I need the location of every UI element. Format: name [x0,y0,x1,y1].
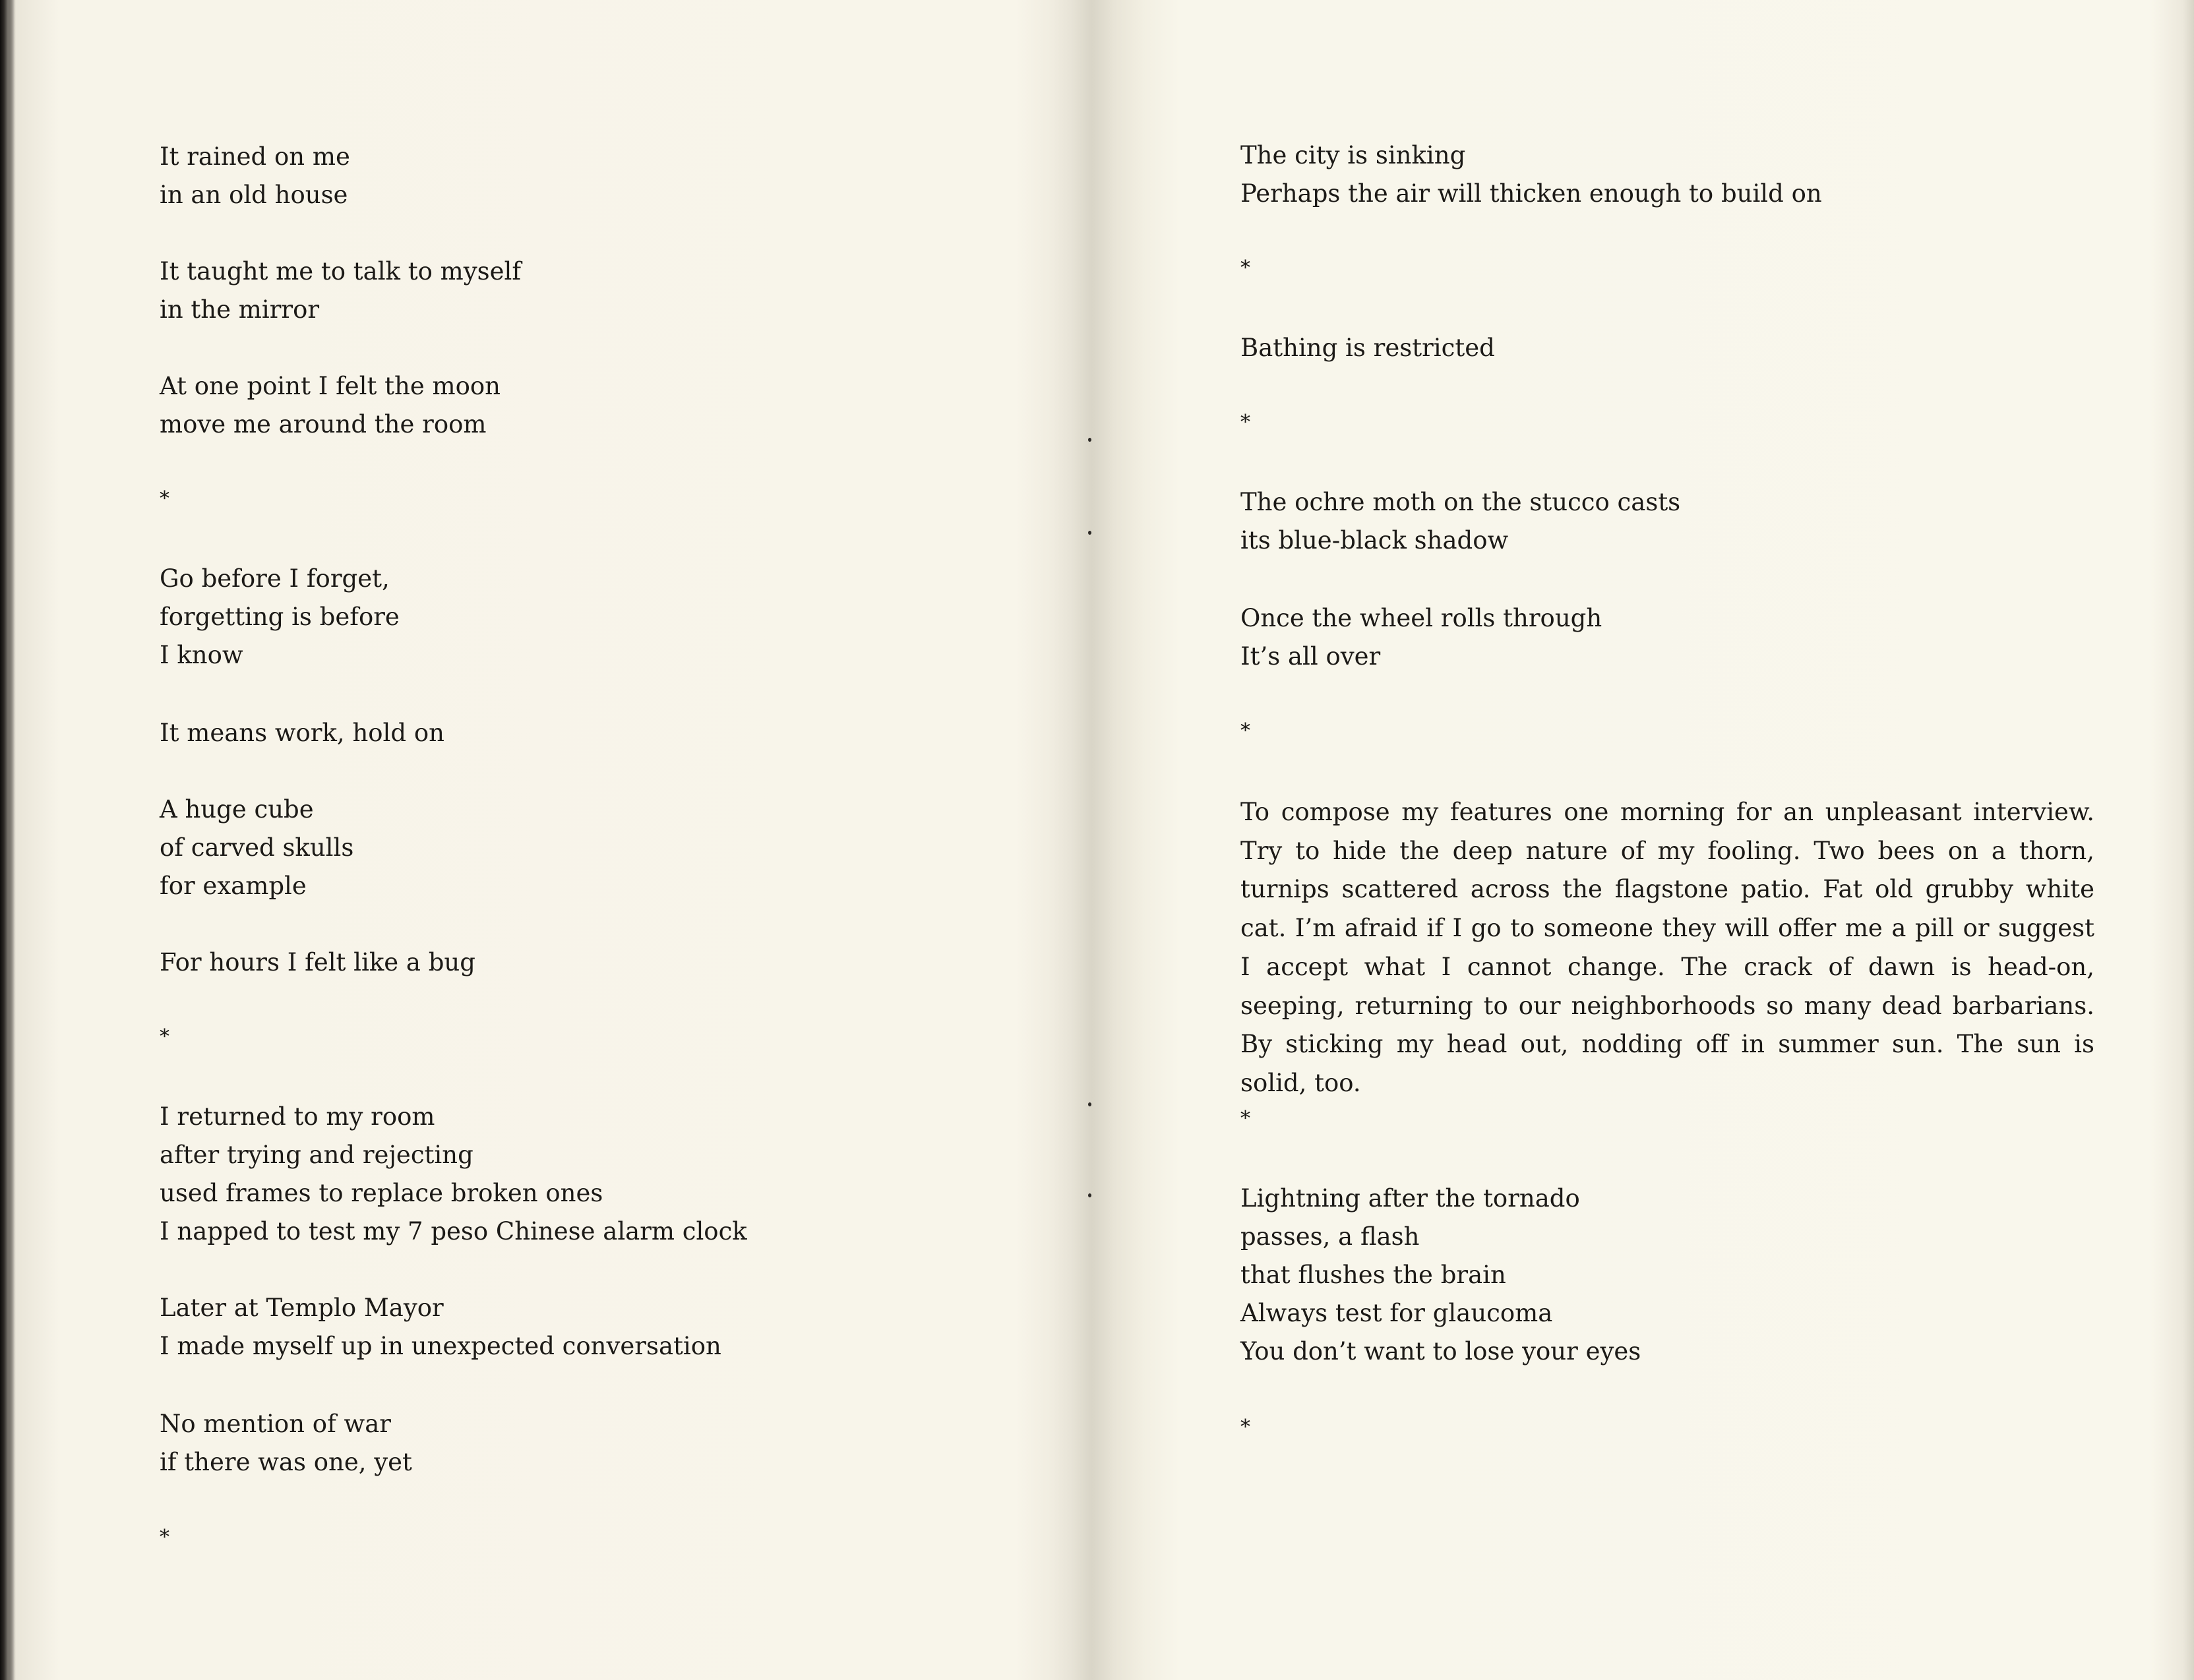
poem-line: I napped to test my 7 peso Chinese alarm clock [160,1217,747,1245]
poem-line: forgetting is before [160,603,400,631]
poem-line: I know [160,641,243,669]
paper-speck [1088,438,1091,442]
poem-line: passes, a flash [1240,1222,1420,1251]
poem-line: The ochre moth on the stucco casts [1240,488,1681,516]
poem-line: its blue-black shadow [1240,526,1509,555]
poem-line: It taught me to talk to myself [160,257,522,285]
poem-line: It’s all over [1240,642,1381,671]
poem-line: It rained on me [160,142,350,171]
poem-line: I returned to my room [160,1102,435,1131]
section-separator: * [1240,719,1250,742]
poem-line: No mention of war [160,1410,391,1438]
poem-line: in an old house [160,181,348,209]
poem-line: Bathing is restricted [1240,334,1495,362]
paper-speck [1088,531,1091,535]
poem-line: I made myself up in unexpected conversation [160,1332,721,1360]
poem-line: Later at Templo Mayor [160,1294,444,1322]
poem-line: of carved skulls [160,833,354,862]
poem-line: Perhaps the air will thicken enough to build on [1240,179,1822,208]
poem-line: A huge cube [160,795,314,824]
right-page [1095,0,2194,1680]
paper-speck [1088,1102,1091,1106]
section-separator: * [1240,411,1250,434]
poem-line: The city is sinking [1240,141,1466,169]
section-separator: * [1240,1107,1250,1130]
poem-line: For hours I felt like a bug [160,948,475,976]
paper-speck [1088,1193,1091,1197]
section-separator: * [1240,256,1250,280]
section-separator: * [160,487,169,510]
poem-line: for example [160,872,307,900]
section-separator: * [1240,1416,1250,1439]
poem-line: At one point I felt the moon [160,372,501,400]
section-separator: * [160,1526,169,1549]
left-page [0,0,1088,1680]
poem-line: Always test for glaucoma [1240,1299,1553,1327]
poem-line: You don’t want to lose your eyes [1240,1337,1641,1365]
poem-line: after trying and rejecting [160,1141,473,1169]
poem-line: move me around the room [160,410,487,438]
poem-line: in the mirror [160,295,320,324]
poem-line: Once the wheel rolls through [1240,604,1602,632]
poem-line: Lightning after the tornado [1240,1184,1580,1213]
poem-line: used frames to replace broken ones [160,1179,603,1207]
poem-line: It means work, hold on [160,719,444,747]
poem-line: if there was one, yet [160,1448,412,1476]
poem-line: that flushes the brain [1240,1261,1506,1289]
poem-line: Go before I forget, [160,564,390,593]
section-separator: * [160,1025,169,1048]
prose-paragraph: To compose my features one morning for an unpleasant interview. Try to hide the deep nature of my fooling. Two bees on a thorn, turnips scattered across the flagstone patio. Fat old grubby white cat. I’m afraid if I go to someone they will offer me a pill or suggest I accept what I cannot change. The crack of dawn is head-on, seeping, returning to our neighborhoods so many dead barbarians. By sticking my head out, nodding off in summer sun. The sun is solid, too. [1240,798,2094,1097]
